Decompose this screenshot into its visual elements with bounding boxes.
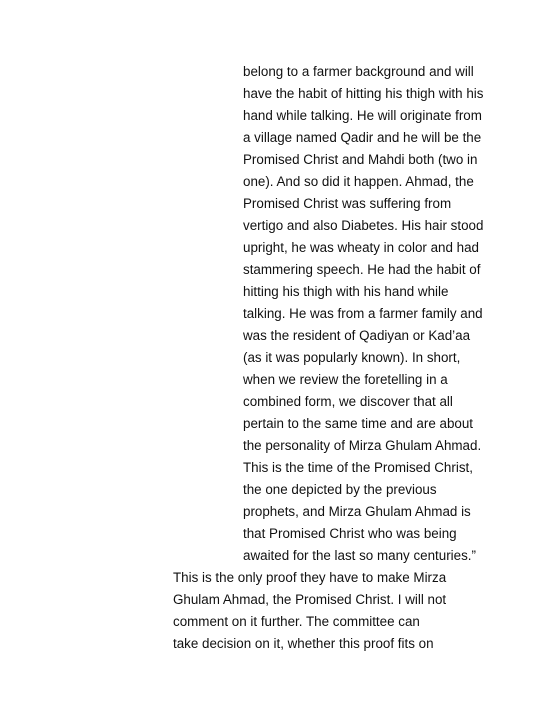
quote-line: hand while talking. He will originate from [243,108,482,123]
quote-line: Promised Christ and Mahdi both (two in [243,152,478,167]
quote-line: that Promised Christ who was being [243,526,457,541]
quote-line: have the habit of hitting his thigh with his [243,86,484,101]
quote-line: (as it was popularly known). In short, [243,350,461,365]
quote-line: the one depicted by the previous [243,482,437,497]
quote-line: a village named Qadir and he will be the [243,130,482,145]
quote-line: awaited for the last so many centuries.” [243,548,476,563]
quote-line: Promised Christ was suffering from [243,196,452,211]
body-line: take decision on it, whether this proof fits on [173,636,434,651]
body-line: comment on it further. The committee can [173,614,420,629]
body-line: This is the only proof they have to make Mirza [173,570,447,585]
quote-line: combined form, we discover that all [243,394,453,409]
quote-line: pertain to the same time and are about [243,416,474,431]
quote-line: This is the time of the Promised Christ, [243,460,473,475]
quote-line: when we review the foretelling in a [243,372,448,387]
quote-line: one). And so did it happen. Ahmad, the [243,174,474,189]
quote-line: the personality of Mirza Ghulam Ahmad. [243,438,482,453]
body-line: Ghulam Ahmad, the Promised Christ. I will not [173,592,447,607]
quote-line: belong to a farmer background and will [243,64,474,79]
quote-line: was the resident of Qadiyan or Kad’aa [243,328,471,343]
quote-line: upright, he was wheaty in color and had [243,240,479,255]
quote-line: stammering speech. He had the habit of [243,262,481,277]
quote-line: hitting his thigh with his hand while [243,284,449,299]
quote-line: talking. He was from a farmer family and [243,306,483,321]
quote-line: vertigo and also Diabetes. His hair stood [243,218,484,233]
quote-line: prophets, and Mirza Ghulam Ahmad is [243,504,471,519]
